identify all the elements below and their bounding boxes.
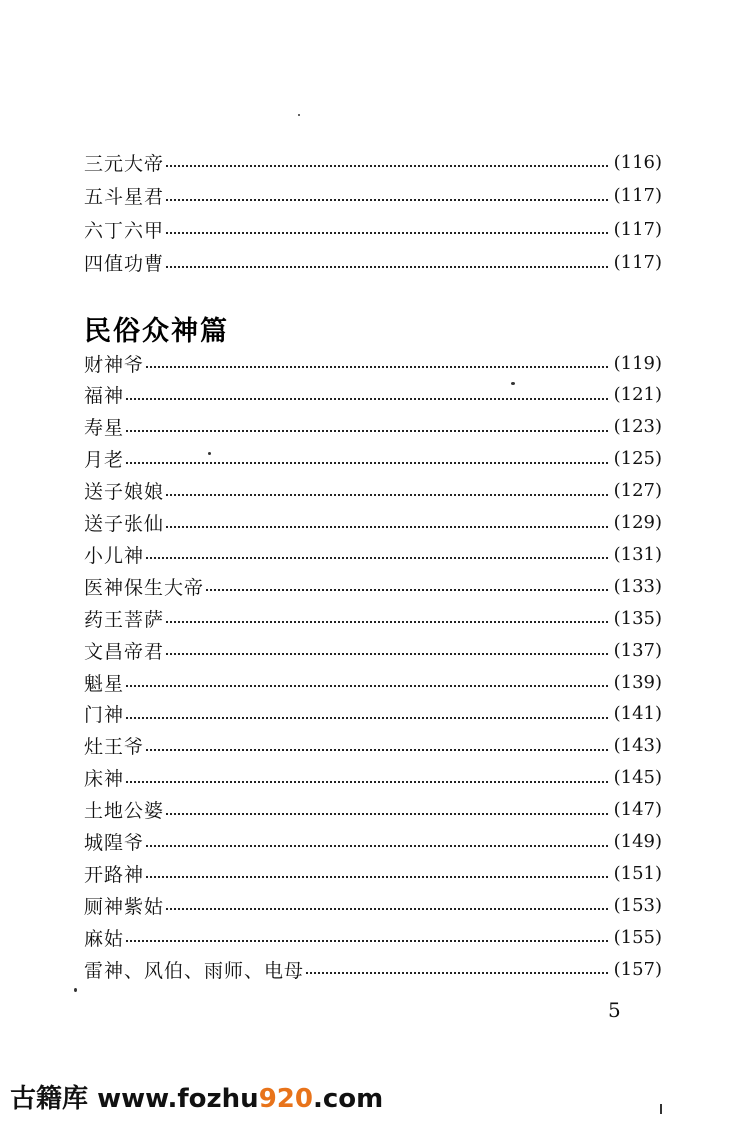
- toc-entry-title: 送子张仙: [84, 513, 165, 535]
- watermark-domain-suffix: .com: [312, 1084, 384, 1114]
- toc-entry-page: (147): [613, 799, 662, 821]
- toc-dot-leader: [126, 779, 608, 783]
- toc-dot-leader: [166, 811, 608, 815]
- toc-entry-page: (155): [613, 926, 662, 948]
- toc-entry-title: 寿星: [84, 417, 125, 440]
- toc-entry-title: 魁星: [84, 672, 125, 695]
- toc-entry-title: 土地公婆: [84, 800, 165, 823]
- toc-entry-title: 小儿神: [84, 544, 145, 567]
- toc-entry-page: (149): [613, 831, 662, 852]
- toc-entry: [84, 891, 662, 919]
- toc-entry: [84, 148, 662, 176]
- toc-entry: [84, 700, 662, 728]
- toc-entry-page: (143): [613, 735, 662, 757]
- toc-entry: [84, 349, 662, 377]
- toc-dot-leader: [126, 683, 608, 687]
- toc-dot-leader: [166, 906, 608, 910]
- toc-entry-page: (139): [613, 671, 662, 693]
- scan-speck: [511, 382, 515, 385]
- toc-entry: [84, 764, 662, 792]
- toc-dot-leader: [166, 197, 608, 201]
- toc-entry-page: (116): [613, 151, 662, 173]
- toc-entry-title: 福神: [84, 385, 125, 408]
- scan-speck: [208, 452, 211, 455]
- toc-entry-title: 三元大帝: [84, 152, 165, 175]
- toc-entry-page: (125): [613, 448, 662, 470]
- toc-entry: [84, 732, 662, 760]
- toc-entry-page: (145): [613, 767, 662, 789]
- page-number: 5: [608, 998, 621, 1022]
- toc-entry-title: 城隍爷: [84, 832, 145, 854]
- toc-entry-title: 送子娘娘: [84, 481, 165, 504]
- scan-speck: [660, 1104, 662, 1114]
- toc-entry-page: (133): [613, 575, 662, 597]
- toc-entry: [84, 445, 662, 473]
- toc-entry: [84, 477, 662, 505]
- toc-entry: [84, 540, 662, 568]
- toc-entry-title: 五斗星君: [84, 186, 165, 208]
- toc-dot-leader: [146, 747, 608, 751]
- toc-entry-page: (127): [613, 480, 662, 502]
- toc-entry-page: (131): [613, 543, 662, 565]
- section-heading: 民俗众神篇: [84, 316, 229, 347]
- toc-entry-page: (117): [613, 185, 662, 206]
- watermark-domain-prefix: www.fozhu: [97, 1084, 259, 1114]
- toc-dot-leader: [206, 587, 608, 591]
- toc-entry: [84, 381, 662, 409]
- toc-entry-title: 开路神: [84, 863, 145, 886]
- toc-entry: [84, 796, 662, 824]
- toc-dot-leader: [146, 364, 608, 368]
- toc-entry-page: (121): [613, 384, 662, 406]
- watermark: [10, 1078, 383, 1115]
- toc-dot-leader: [146, 843, 608, 847]
- toc-dot-leader: [166, 651, 608, 655]
- toc-entry-title: 月老: [84, 449, 125, 472]
- toc-entry-page: (119): [613, 352, 662, 374]
- toc-entry-title: 医神保生大帝: [84, 576, 205, 599]
- toc-dot-leader: [126, 460, 608, 464]
- toc-dot-leader: [306, 970, 608, 974]
- toc-entry: [84, 413, 662, 441]
- toc-dot-leader: [126, 938, 608, 942]
- toc-entry: [84, 859, 662, 887]
- toc-entry-title: 财神爷: [84, 353, 145, 376]
- toc-entry: [84, 215, 662, 243]
- watermark-domain-number: 920: [258, 1084, 313, 1114]
- toc-entry: [84, 923, 662, 951]
- toc-entry-page: (117): [613, 218, 662, 240]
- toc-entry-title: 四值功曹: [84, 253, 165, 275]
- toc-entry-page: (129): [613, 512, 662, 533]
- toc-entry-page: (153): [613, 894, 662, 916]
- toc-entry: [84, 636, 662, 664]
- scan-speck: [74, 988, 77, 992]
- toc-entry: [84, 955, 662, 983]
- toc-entry: [84, 509, 662, 537]
- toc-dot-leader: [166, 492, 608, 496]
- toc-entry: [84, 668, 662, 696]
- scan-speck: [298, 114, 300, 116]
- toc-entry-title: 灶王爷: [84, 736, 145, 759]
- toc-entry: [84, 572, 662, 600]
- toc-entry-page: (137): [613, 639, 662, 661]
- toc-dot-leader: [126, 428, 608, 432]
- toc-entry-title: 六丁六甲: [84, 219, 165, 242]
- toc-dot-leader: [146, 555, 608, 559]
- toc-dot-leader: [126, 715, 608, 719]
- toc-dot-leader: [166, 264, 608, 268]
- toc-dot-leader: [146, 874, 608, 878]
- toc-entry-page: (157): [613, 958, 662, 980]
- toc-dot-leader: [166, 163, 608, 167]
- toc-entry-title: 文昌帝君: [84, 640, 165, 663]
- toc-entry-page: (117): [613, 252, 662, 273]
- toc-dot-leader: [166, 230, 608, 234]
- toc-entry: [84, 604, 662, 632]
- toc-entry: [84, 182, 662, 210]
- toc-dot-leader: [126, 396, 608, 400]
- toc-entry: [84, 249, 662, 277]
- watermark-site-name: 古籍库: [10, 1084, 89, 1114]
- toc-dot-leader: [166, 619, 608, 623]
- toc-entry-page: (151): [613, 862, 662, 884]
- toc-dot-leader: [166, 524, 608, 528]
- toc-entry-title: 厕神紫姑: [84, 895, 165, 918]
- toc-entry: [84, 828, 662, 856]
- toc-entry-page: (135): [613, 607, 662, 629]
- toc-entry-title: 雷神、风伯、雨师、电母: [84, 959, 305, 982]
- toc-entry-page: (123): [613, 416, 662, 438]
- toc-entry-title: 麻姑: [84, 927, 125, 950]
- toc-entry-title: 药王菩萨: [84, 608, 165, 631]
- toc-entry-title: 床神: [84, 768, 125, 791]
- toc-entry-title: 门神: [84, 704, 125, 727]
- toc-entry-page: (141): [613, 703, 662, 725]
